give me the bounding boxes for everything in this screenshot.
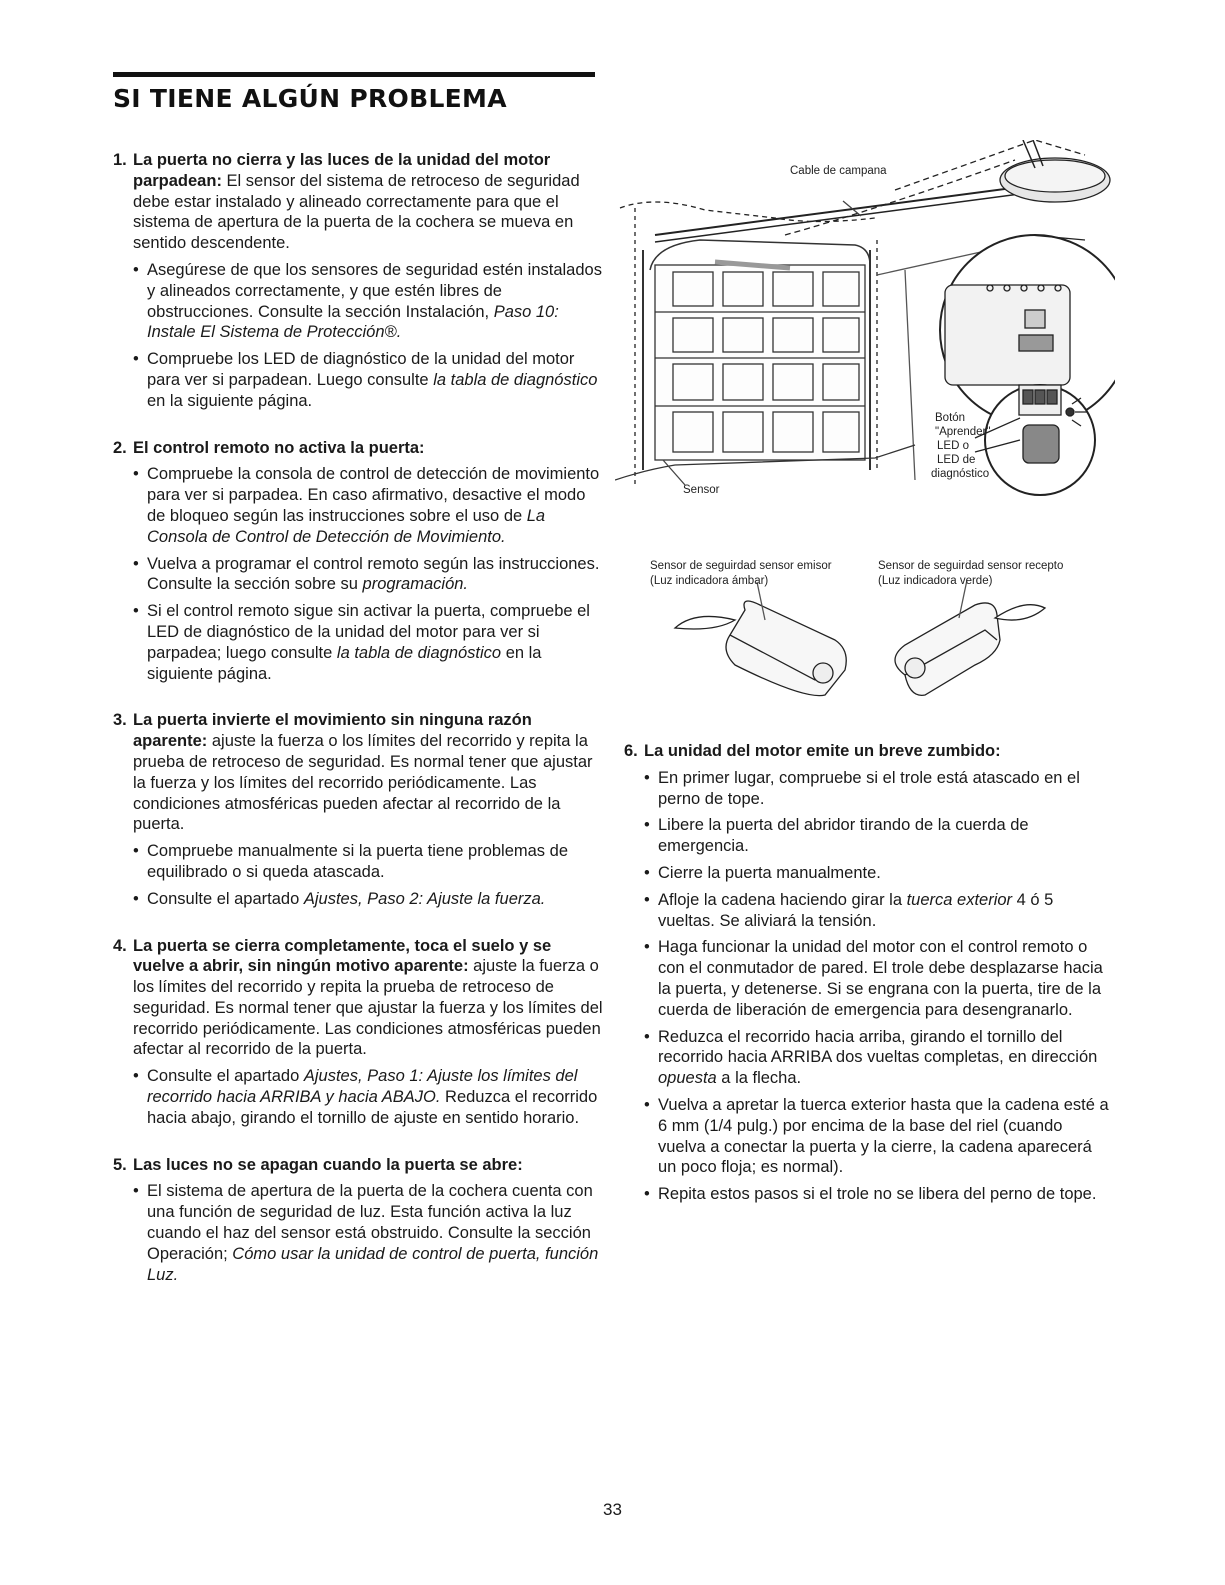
list-item — [644, 890, 1114, 932]
title-rule — [113, 72, 595, 77]
right-column — [624, 741, 1114, 1231]
bullet-text: Afloje la cadena haciendo girar la — [658, 890, 907, 909]
bullet-after: a la flecha. — [716, 1069, 802, 1088]
label-receptor: Sensor de seguirdad sensor recepto — [878, 560, 1064, 572]
bullet-text: En primer lugar, compruebe si el trole está atascado en el perno de tope. — [658, 768, 1080, 808]
bullet-after: 4 ó 5 vueltas. Se aliviará la tensión. — [658, 890, 1054, 930]
bullet-italic: programación. — [362, 575, 469, 594]
bullet-after: en la siguiente página. — [147, 643, 542, 683]
bullet-italic: tuerca exterior — [906, 890, 1013, 909]
bullet-italic: Paso 10: Instale El Sistema de Protección®. — [147, 302, 559, 342]
left-column — [113, 150, 603, 1311]
bullet-after: Reduzca el recorrido hacia abajo, girando el tornillo de ajuste en sentido horario. — [147, 1088, 598, 1127]
item-number: 5. — [113, 1155, 127, 1174]
page-title: SI TIENE ALGÚN PROBLEMA — [113, 84, 507, 113]
safety-sensor-emitter — [675, 582, 846, 696]
bullet-text: Asegúrese de que los sensores de seguridad estén instalados y alineados correctamente, y que estén libres de obstrucciones. Consulte la sección Instalación, — [147, 260, 602, 321]
bullet-text: El sistema de apertura de la puerta de la cochera cuenta con una función de seguridad de luz. Esta función activa la luz cuando el haz del sensor está obstruido. Consulte la sección Operación; — [147, 1182, 593, 1263]
garage-door — [615, 240, 915, 480]
list-item — [644, 815, 1114, 857]
bullet-italic: Ajustes, Paso 2: Ajuste la fuerza. — [303, 889, 546, 908]
troubleshoot-item-2 — [113, 438, 603, 685]
troubleshoot-item-1 — [113, 150, 603, 412]
item-body: ajuste la fuerza o los límites del recorrido y repita la prueba de retroceso de seguridad. Es normal tener que ajustar la fuerza y los límites del recorrido periódicamente. Las condiciones atmosféricas pueden afectar al recorrido de la puerta. — [133, 957, 603, 1059]
list-item — [644, 863, 1114, 884]
label-boton: Botón — [935, 412, 966, 424]
bullet-list — [133, 841, 603, 909]
item-body: ajuste la fuerza o los límites del recorrido y repita la prueba de retroceso de seguridad. Es normal tener que ajustar la fuerza y los límites del recorrido periódicamente. Las condiciones atmosféricas pueden afectar al recorrido de la puerta. — [133, 732, 593, 834]
bullet-text: Consulte el apartado — [147, 1067, 304, 1086]
label-cable: Cable de campana — [790, 165, 887, 177]
item-number: 1. — [113, 151, 127, 169]
item-number: 6. — [624, 742, 638, 760]
garage-diagram — [615, 140, 1115, 720]
bullet-list — [133, 260, 603, 412]
rail — [655, 185, 1035, 235]
list-item — [133, 260, 603, 343]
list-item — [644, 937, 1114, 1020]
label-led-de: LED de — [937, 454, 976, 466]
list-item — [133, 464, 603, 547]
item-heading: La unidad del motor emite un breve zumbido: — [644, 742, 1001, 760]
item-heading: La puerta no cierra y las luces de la unidad del motor parpadean: — [133, 151, 551, 190]
bullet-italic: Cómo usar la unidad de control de puerta, función Luz. — [147, 1244, 599, 1284]
bullet-text: Haga funcionar la unidad del motor con el control remoto o con el conmutador de pared. El trole debe desplazarse hacia la puerta, y detenerse. Si se engrana con la puerta, tire de la cuerda de liberación de emergencia para desengranarlo. — [658, 938, 1103, 1019]
item-heading: La puerta invierte el movimiento sin ninguna razón aparente: — [133, 711, 532, 751]
bullet-text: Libere la puerta del abridor tirando de la cuerda de emergencia. — [658, 816, 1029, 856]
bullet-italic: opuesta — [658, 1069, 717, 1088]
item-body: El sensor del sistema de retroceso de seguridad debe estar instalado y alineado correctamente para que el sistema de apertura de la puerta de la cochera se mueva en sentido descendente. — [133, 171, 580, 253]
list-item — [133, 1066, 603, 1128]
list-item — [644, 1184, 1114, 1205]
bullet-italic: la tabla de diagnóstico — [433, 370, 598, 389]
label-diagnostico: diagnóstico — [931, 468, 990, 480]
bullet-text: Compruebe manualmente si la puerta tiene problemas de equilibrado o si queda atascada. — [147, 842, 568, 881]
bullet-text: Compruebe la consola de control de detección de movimiento para ver si parpadea. En caso afirmativo, desactive el modo de bloqueo según las instrucciones sobre el uso de — [147, 465, 600, 525]
item-number: 4. — [113, 936, 127, 955]
troubleshoot-item-4 — [113, 936, 603, 1129]
bullet-italic: la tabla de diagnóstico — [336, 643, 502, 662]
troubleshoot-item-3 — [113, 710, 603, 909]
bullet-after: en la siguiente página. — [147, 391, 313, 410]
bullet-italic: Ajustes, Paso 1: Ajuste los límites del recorrido hacia ARRIBA y hacia ABAJO. — [147, 1067, 578, 1107]
label-led-o: LED o — [937, 440, 969, 452]
list-item — [644, 768, 1114, 810]
bullet-italic: La Consola de Control de Detección de Movimiento. — [147, 506, 546, 546]
label-aprender: "Aprender" — [935, 426, 991, 438]
garage-door-illustration — [615, 140, 1115, 720]
bullet-text: Consulte el apartado — [147, 889, 304, 908]
item-heading: Las luces no se apagan cuando la puerta se abre: — [133, 1155, 523, 1174]
list-item — [133, 1181, 603, 1285]
item-number: 2. — [113, 438, 127, 457]
bullet-text: Reduzca el recorrido hacia arriba, girando el tornillo del recorrido hacia ARRIBA dos vueltas completas, en dirección — [658, 1027, 1098, 1067]
list-item — [644, 1027, 1114, 1089]
label-emisor: Sensor de seguirdad sensor emisor — [650, 560, 832, 572]
bullet-text: Vuelva a programar el control remoto según las instrucciones. Consulte la sección sobre su — [147, 554, 600, 594]
bullet-text: Repita estos pasos si el trole no se libera del perno de tope. — [658, 1185, 1097, 1204]
bullet-text: Si el control remoto sigue sin activar la puerta, compruebe el LED de diagnóstico de la unidad del motor para ver si parpadea; luego consulte — [147, 602, 590, 662]
item-number: 3. — [113, 711, 127, 730]
troubleshoot-item-6 — [624, 741, 1114, 1205]
bullet-text: Cierre la puerta manualmente. — [658, 863, 881, 882]
safety-sensor-receiver — [895, 580, 1045, 695]
item-heading: El control remoto no activa la puerta: — [133, 438, 425, 457]
label-sensor: Sensor — [683, 484, 720, 496]
label-emisor-luz: (Luz indicadora ámbar) — [650, 575, 769, 587]
list-item — [133, 554, 603, 596]
troubleshoot-item-5 — [113, 1155, 603, 1286]
bullet-list — [133, 464, 603, 684]
page-number: 33 — [603, 1500, 622, 1519]
bullet-list — [133, 1066, 603, 1128]
list-item — [133, 889, 603, 910]
list-item — [133, 349, 603, 411]
bullet-text: Compruebe los LED de diagnóstico de la unidad del motor para ver si parpadean. Luego consulte — [147, 350, 575, 389]
list-item — [133, 841, 603, 883]
list-item — [133, 601, 603, 684]
bullet-list — [133, 1181, 603, 1285]
list-item — [644, 1095, 1114, 1178]
bullet-text: Vuelva a apretar la tuerca exterior hasta que la cadena esté a 6 mm (1/4 pulg.) por encima de la base del riel (cuando vuelva a conectar la puerta y la cierre, la cadena aparecerá un poco floja; es normal). — [658, 1095, 1109, 1177]
bullet-list — [644, 768, 1114, 1205]
item-heading: La puerta se cierra completamente, toca el suelo y se vuelve a abrir, sin ningún motivo aparente: — [133, 936, 552, 976]
label-receptor-luz: (Luz indicadora verde) — [878, 575, 993, 587]
